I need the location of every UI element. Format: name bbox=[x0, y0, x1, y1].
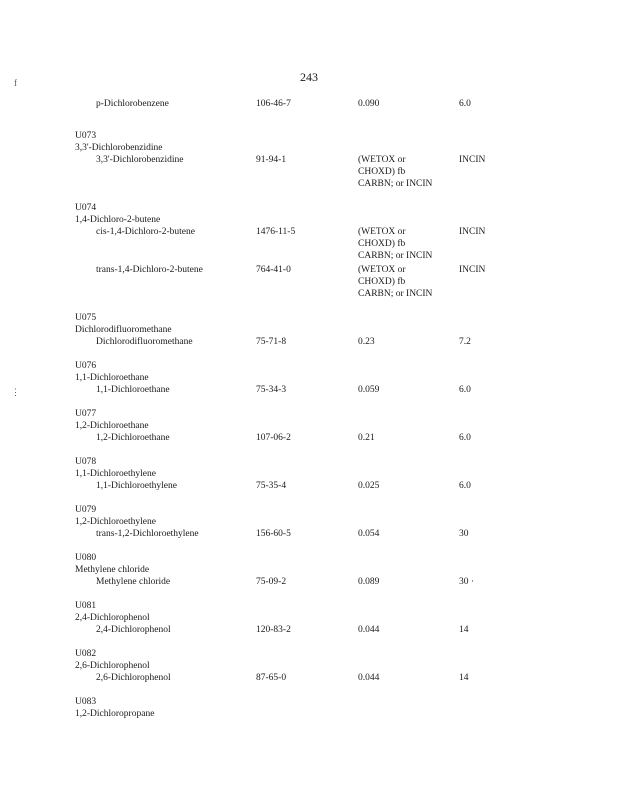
waste-code: U076 bbox=[75, 361, 97, 371]
wastewater-standard: 0.025 bbox=[358, 481, 380, 491]
wastewater-standard: (WETOX or CHOXD) fb CARBN; or INCIN bbox=[358, 155, 433, 189]
nonwastewater-standard: 6.0 bbox=[459, 433, 471, 443]
waste-group-name: 1,1-Dichloroethane bbox=[75, 373, 149, 383]
margin-mark-middle: ⋮ bbox=[11, 387, 20, 397]
wastewater-standard: 0.090 bbox=[358, 99, 380, 109]
nonwastewater-standard: 14 bbox=[459, 673, 469, 683]
table-row bbox=[0, 528, 619, 540]
wastewater-standard: 0.089 bbox=[358, 577, 380, 587]
cas-number: 75-35-4 bbox=[256, 481, 287, 491]
waste-group-name: 1,1-Dichloroethylene bbox=[75, 469, 156, 479]
waste-code: U074 bbox=[75, 203, 97, 213]
table-row bbox=[0, 264, 619, 300]
waste-code: U083 bbox=[75, 697, 97, 707]
waste-code-section bbox=[0, 504, 619, 540]
cas-number: 156-60-5 bbox=[256, 529, 291, 539]
waste-code-section bbox=[0, 648, 619, 684]
waste-code: U075 bbox=[75, 313, 97, 323]
table-row bbox=[0, 336, 619, 348]
nonwastewater-standard: 30 · bbox=[459, 577, 475, 587]
waste-code-section bbox=[0, 202, 619, 300]
waste-code: U079 bbox=[75, 505, 97, 515]
cas-number: 107-06-2 bbox=[256, 433, 291, 443]
waste-code: U078 bbox=[75, 457, 97, 467]
waste-code: U081 bbox=[75, 601, 97, 611]
wastewater-standard: 0.21 bbox=[358, 433, 375, 443]
waste-group-name: 3,3'-Dichlorobenzidine bbox=[75, 143, 163, 153]
cas-number: 75-34-3 bbox=[256, 385, 287, 395]
nonwastewater-standard: INCIN bbox=[459, 227, 486, 237]
cas-number: 91-94-1 bbox=[256, 155, 287, 165]
nonwastewater-standard: 30 bbox=[459, 529, 469, 539]
waste-code-section bbox=[0, 312, 619, 348]
nonwastewater-standard: 14 bbox=[459, 625, 469, 635]
table-row bbox=[0, 384, 619, 396]
cas-number: 75-09-2 bbox=[256, 577, 287, 587]
waste-group-name: 1,2-Dichloropropane bbox=[75, 709, 155, 719]
waste-code-section bbox=[0, 456, 619, 492]
constituent-name: 1,1-Dichloroethane bbox=[96, 385, 170, 395]
constituent-name: p-Dichlorobenzene bbox=[96, 99, 169, 109]
waste-table bbox=[0, 98, 619, 720]
table-row bbox=[0, 154, 619, 190]
table-row bbox=[0, 480, 619, 492]
table-row bbox=[0, 672, 619, 684]
constituent-name: Dichlorodifluoromethane bbox=[96, 337, 193, 347]
waste-group-name: 2,6-Dichlorophenol bbox=[75, 661, 150, 671]
waste-group-name: 1,4-Dichloro-2-butene bbox=[75, 215, 161, 225]
cas-number: 75-71-8 bbox=[256, 337, 287, 347]
wastewater-standard: 0.044 bbox=[358, 625, 380, 635]
constituent-name: 2,6-Dichlorophenol bbox=[96, 673, 171, 683]
waste-code-sections bbox=[0, 130, 619, 720]
constituent-name: 1,2-Dichloroethane bbox=[96, 433, 170, 443]
nonwastewater-standard: 6.0 bbox=[459, 99, 471, 109]
nonwastewater-standard: 7.2 bbox=[459, 337, 471, 347]
table-row bbox=[0, 624, 619, 636]
waste-code-section bbox=[0, 600, 619, 636]
constituent-name: trans-1,4-Dichloro-2-butene bbox=[96, 265, 203, 275]
table-row bbox=[0, 432, 619, 444]
constituent-name: cis-1,4-Dichloro-2-butene bbox=[96, 227, 195, 237]
cas-number: 106-46-7 bbox=[256, 99, 291, 109]
cas-number: 764-41-0 bbox=[256, 265, 291, 275]
nonwastewater-standard: 6.0 bbox=[459, 385, 471, 395]
wastewater-standard: 0.059 bbox=[358, 385, 380, 395]
table-row bbox=[0, 98, 619, 110]
waste-group-name: 1,2-Dichloroethane bbox=[75, 421, 149, 431]
cas-number: 1476-11-5 bbox=[256, 227, 296, 237]
wastewater-standard: 0.23 bbox=[358, 337, 375, 347]
waste-code: U082 bbox=[75, 649, 97, 659]
wastewater-standard: 0.044 bbox=[358, 673, 380, 683]
wastewater-standard: 0.054 bbox=[358, 529, 380, 539]
waste-code: U073 bbox=[75, 131, 97, 141]
constituent-name: trans-1,2-Dichloroethylene bbox=[96, 529, 199, 539]
constituent-name: Methylene chloride bbox=[96, 577, 171, 587]
wastewater-standard: (WETOX or CHOXD) fb CARBN; or INCIN bbox=[358, 265, 433, 299]
margin-mark-top: f bbox=[14, 78, 17, 88]
table-row bbox=[0, 226, 619, 262]
waste-code: U080 bbox=[75, 553, 97, 563]
waste-group-name: 1,2-Dichloroethylene bbox=[75, 517, 156, 527]
cas-number: 120-83-2 bbox=[256, 625, 291, 635]
waste-code-section bbox=[0, 408, 619, 444]
waste-group-name: 2,4-Dichlorophenol bbox=[75, 613, 150, 623]
constituent-name: 1,1-Dichloroethylene bbox=[96, 481, 177, 491]
waste-group-name: Dichlorodifluoromethane bbox=[75, 325, 172, 335]
waste-code: U077 bbox=[75, 409, 97, 419]
nonwastewater-standard: INCIN bbox=[459, 265, 486, 275]
nonwastewater-standard: INCIN bbox=[459, 155, 486, 165]
waste-code-section bbox=[0, 360, 619, 396]
constituent-name: 2,4-Dichlorophenol bbox=[96, 625, 171, 635]
waste-code-section bbox=[0, 552, 619, 588]
waste-code-section bbox=[0, 696, 619, 720]
cas-number: 87-65-0 bbox=[256, 673, 287, 683]
wastewater-standard: (WETOX or CHOXD) fb CARBN; or INCIN bbox=[358, 227, 433, 261]
nonwastewater-standard: 6.0 bbox=[459, 481, 471, 491]
constituent-name: 3,3'-Dichlorobenzidine bbox=[96, 155, 184, 165]
page-number: 243 bbox=[300, 70, 318, 84]
waste-group-name: Methylene chloride bbox=[75, 565, 150, 575]
waste-code-section bbox=[0, 130, 619, 190]
table-row bbox=[0, 576, 619, 588]
